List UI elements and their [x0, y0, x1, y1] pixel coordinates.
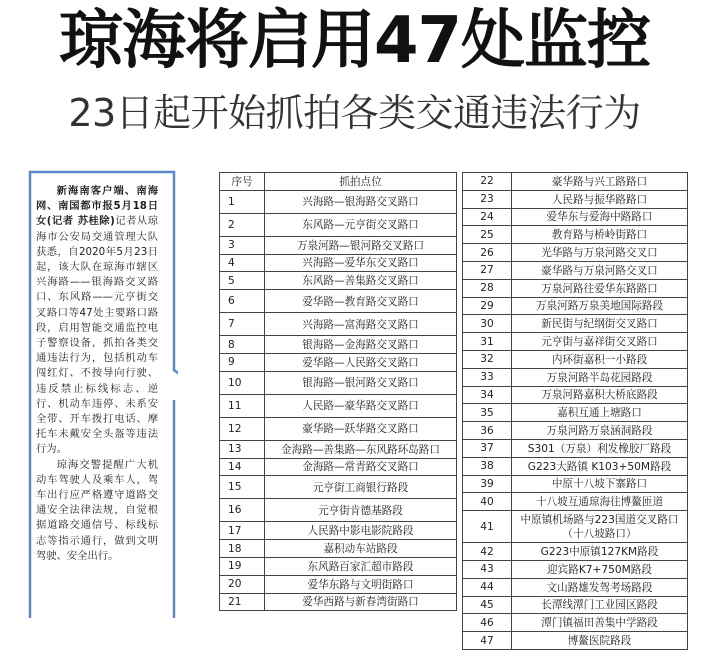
table-row: 38 G223大路镇 K103+50M路段: [463, 457, 688, 475]
table-row: 22 豪华路与兴工路路口: [463, 173, 688, 191]
table-row: 35 嘉积互通上塘路口: [463, 404, 688, 422]
table-row: 32 内环街嘉积一小路段: [463, 350, 688, 368]
table-row: 5 东风路—善集路交叉路口: [220, 272, 457, 290]
article-body-1: 记者从琼海市公安局交通管理大队获悉，自2020年5月23日起，该大队在琼海市辖区兴海路——银海路交叉路口、东风路——元亨街交叉路口等47处主要路口路段，启用智能交通监控电子警察设备，抓拍各类交通违法行为，包括机动车闯红灯、不按导向行驶、违反禁止标线标志、逆行、机动车违停、未系安全带、开车拨打电话、摩托车未戴安全头盔等违法行为。: [36, 215, 159, 456]
table-row: 34 万泉河路嘉积大桥底路段: [463, 386, 688, 404]
table-row: 10 银海路—银河路交叉路口: [220, 371, 457, 394]
table-row: 45 长潭线潭门工业园区路段: [463, 596, 688, 614]
header-no: 序号: [220, 173, 265, 191]
table-row: 41 中原镇机场路与223国道交叉路口 （十八坡路口）: [463, 511, 688, 543]
table-row: 19 东风路百家汇超市路段: [220, 557, 457, 575]
row-41-line-2: （十八坡路口）: [562, 527, 637, 540]
table-row: 40 十八坡互通琼海往博鳌匝道: [463, 493, 688, 511]
table-row: 23 人民路与振华路路口: [463, 190, 688, 208]
table-row: 46 潭门镇福田善集中学路段: [463, 614, 688, 632]
locations-table-left: [219, 172, 457, 611]
table-row: 36 万泉河路万泉涵洞路段: [463, 422, 688, 440]
article-paragraph-2: 琼海交警提醒广大机动车驾驶人及乘车人，驾车出行应严格遵守道路交通安全法律法规，自觉根据道路交通信号、标线标志等指示通行，做到文明驾驶、安全出行。: [36, 458, 158, 562]
table-row: 17 人民路中影电影院路段: [220, 522, 457, 540]
table-row: 44 文山路雄发驾考场路段: [463, 578, 688, 596]
table-row: 6 爱华路—教育路交叉路口: [220, 290, 457, 313]
table-header-row: [220, 173, 457, 191]
table-row: 4 兴海路—爱华东交叉路口: [220, 254, 457, 272]
table-row: 25 教育路与桥岭街路口: [463, 226, 688, 244]
subheadline: 23日起开始抓拍各类交通违法行为: [68, 91, 641, 135]
table-row: 24 爱华东与爱海中路路口: [463, 208, 688, 226]
table-row: 21 爱华西路与新春湾街路口: [220, 593, 457, 611]
table-row: 18 嘉积动车站路段: [220, 540, 457, 558]
table-row: 13 金海路—善集路—东风路环岛路口: [220, 440, 457, 458]
table-row: 27 豪华路与万泉河路交叉口: [463, 261, 688, 279]
header-location: 抓拍点位: [265, 173, 457, 191]
table-row: 31 元亨街与嘉祥街交叉路口: [463, 333, 688, 351]
table-row: 2 东风路—元亨街交叉路口: [220, 213, 457, 236]
table-row: 9 爱华路—人民路交叉路口: [220, 353, 457, 371]
table-row: 30 新民街与纪纲街交叉路口: [463, 315, 688, 333]
article-text: [36, 184, 158, 564]
table-row: 43 迎宾路K7+750M路段: [463, 560, 688, 578]
locations-table-right: [462, 172, 688, 650]
table-row: 11 人民路—豪华路交叉路口: [220, 394, 457, 417]
table-row: 15 元亨街工商银行路段: [220, 476, 457, 499]
table-row: 29 万泉河路万泉美地国际路段: [463, 297, 688, 315]
table-row: 37 S301（万泉）利发橡胶厂路段: [463, 439, 688, 457]
row-41-line-1: 中原镇机场路与223国道交叉路口: [520, 513, 679, 526]
table-row: 20 爱华东路与文明街路口: [220, 575, 457, 593]
table-row: 3 万泉河路—银河路交叉路口: [220, 236, 457, 254]
table-row: 7 兴海路—富海路交叉路口: [220, 313, 457, 336]
table-row: 26 光华路与万泉河路交叉口: [463, 244, 688, 262]
table-row: 12 豪华路—跃华路交叉路口: [220, 417, 457, 440]
table-row: 14 金海路—常青路交叉路口: [220, 458, 457, 476]
table-row: 28 万泉河路往爱华东路路口: [463, 279, 688, 297]
table-row: 1 兴海路—银海路交叉路口: [220, 190, 457, 213]
table-row: 16 元亨街肯德基路段: [220, 499, 457, 522]
table-row: 42 G223中原镇127KM路段: [463, 543, 688, 561]
article-paragraph-1: [36, 184, 158, 458]
article-lead: 新海南客户端、南海网、南国都市报5月18日女(记者 苏桂除): [36, 185, 158, 228]
headline: 琼海将启用47处监控: [58, 4, 651, 78]
table-row: 39 中原十八坡下寨路口: [463, 475, 688, 493]
table-row: 47 博鳌医院路段: [463, 632, 688, 650]
table-row: 8 银海路—金海路交叉路口: [220, 336, 457, 354]
table-row: 33 万泉河路半岛花园路段: [463, 368, 688, 386]
